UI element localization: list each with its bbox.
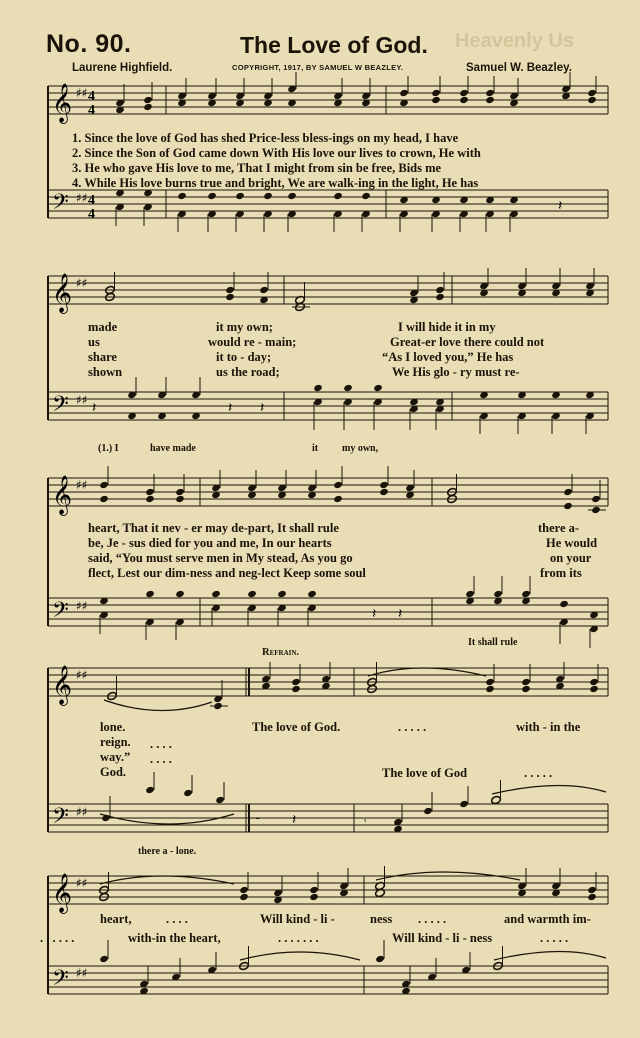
bass-lyric-1: (1.) I bbox=[98, 443, 119, 454]
svg-text:♯♯: ♯♯ bbox=[76, 805, 88, 819]
verse-2-line-3a: be, Je - sus died for you and me, In our hearts bbox=[88, 536, 332, 550]
line5-upper-f: and warmth im- bbox=[504, 912, 591, 926]
verse-3-line-2b: it to - day; bbox=[216, 350, 272, 364]
svg-text:♯♯: ♯♯ bbox=[76, 276, 88, 290]
svg-text:♯♯: ♯♯ bbox=[76, 478, 88, 492]
svg-text:𝄞: 𝄞 bbox=[52, 475, 73, 515]
verse-2-line-4: reign. bbox=[100, 735, 131, 749]
verse-3-line-3b: on your bbox=[550, 551, 592, 565]
line5-upper-c: Will kind - li - bbox=[260, 912, 335, 926]
verse-1-line-1: 1. Since the love of God has shed Price-less bless-ings on my head, I have bbox=[72, 131, 459, 145]
verse-2-line-2b: would re - main; bbox=[208, 335, 297, 349]
verse-2-line-3b: He would bbox=[546, 536, 598, 550]
verse-1-line-2b: it my own; bbox=[216, 320, 273, 334]
verse-3-line-1: 3. He who gave His love to me, That I might from sin be free, Bids me bbox=[72, 161, 442, 175]
verse-2-line-2a: us bbox=[88, 335, 100, 349]
verse-4-line-2c: We His glo - ry must re- bbox=[392, 365, 520, 379]
bass-lyric-3: it bbox=[312, 443, 319, 454]
verse-3-line-3a: said, “You must serve men in My stead, As you go bbox=[88, 551, 353, 565]
svg-text:𝄞: 𝄞 bbox=[52, 83, 73, 123]
verse-3-line-2a: share bbox=[88, 350, 117, 364]
system-2 bbox=[48, 268, 608, 434]
system-4 bbox=[48, 662, 608, 834]
bleed-through-text: Heavenly Us bbox=[455, 30, 574, 52]
line5-lower-d: Will kind - li - ness bbox=[392, 931, 493, 945]
verse-4-line-2b: us the road; bbox=[216, 365, 280, 379]
line5-upper-d: ness bbox=[370, 912, 393, 926]
svg-text:𝄢: 𝄢 bbox=[52, 392, 69, 422]
svg-text:♯♯: ♯♯ bbox=[76, 599, 88, 613]
verse-1-line-3a: heart, That it nev - er may de-part, It shall rule bbox=[88, 521, 339, 535]
verse-4-line-4: God. bbox=[100, 765, 127, 779]
verse-3-line-4: way.” bbox=[100, 750, 131, 764]
verse-1-line-2a: made bbox=[88, 320, 118, 334]
refrain-label: Refrain. bbox=[262, 647, 300, 658]
refrain-soprano-b: . . . . . bbox=[398, 720, 427, 734]
svg-text:𝄽: 𝄽 bbox=[372, 606, 377, 622]
line5-lower-c: . . . . . . . bbox=[278, 931, 319, 945]
refrain-alto-a: The love of God bbox=[382, 766, 468, 780]
svg-text:♯♯: ♯♯ bbox=[76, 191, 88, 205]
verse-4-line-2a: shown bbox=[88, 365, 123, 379]
copyright-notice: COPYRIGHT, 1917, BY SAMUEL W BEAZLEY. bbox=[232, 63, 404, 72]
line5-upper-b: . . . . bbox=[166, 912, 188, 926]
svg-text:𝄽: 𝄽 bbox=[558, 198, 563, 214]
svg-text:𝄽: 𝄽 bbox=[92, 400, 97, 416]
svg-text:4: 4 bbox=[88, 193, 95, 208]
bass-lyric-there-alone: there a - lone. bbox=[138, 846, 197, 857]
continuation-dots-1: . . . . bbox=[150, 737, 172, 751]
svg-text:𝄼: 𝄼 bbox=[256, 815, 260, 825]
svg-text:𝄽: 𝄽 bbox=[398, 606, 403, 622]
svg-text:♯♯: ♯♯ bbox=[76, 668, 88, 682]
author-credit: Laurene Highfield. bbox=[72, 62, 173, 74]
svg-text:𝄽: 𝄽 bbox=[260, 400, 265, 416]
refrain-alto-b: . . . . . bbox=[524, 766, 553, 780]
hymn-title: The Love of God. bbox=[240, 32, 428, 58]
composer-credit: Samuel W. Beazley. bbox=[466, 62, 572, 74]
svg-text:4: 4 bbox=[88, 103, 95, 118]
svg-text:4: 4 bbox=[88, 89, 95, 104]
svg-text:𝄽: 𝄽 bbox=[292, 812, 297, 828]
verse-3-line-2c: “As I loved you,” He has bbox=[382, 350, 514, 364]
hymn-number: No. 90. bbox=[46, 30, 132, 58]
svg-text:𝄞: 𝄞 bbox=[52, 665, 73, 705]
line5-upper-a: heart, bbox=[100, 912, 132, 926]
svg-text:𝄾: 𝄾 bbox=[364, 817, 367, 827]
svg-text:𝄽: 𝄽 bbox=[228, 400, 233, 416]
svg-text:4: 4 bbox=[88, 207, 95, 222]
verse-1-line-4: lone. bbox=[100, 720, 126, 734]
continuation-dots-2: . . . . bbox=[150, 752, 172, 766]
bass-notes bbox=[115, 189, 562, 232]
svg-text:♯♯: ♯♯ bbox=[76, 966, 88, 980]
refrain-soprano-c: with - in the bbox=[516, 720, 581, 734]
svg-text:𝄞: 𝄞 bbox=[52, 873, 73, 913]
bass-lyric-4: my own, bbox=[342, 443, 379, 454]
svg-text:♯♯: ♯♯ bbox=[76, 876, 88, 890]
bass-lyric-it-shall-rule: It shall rule bbox=[468, 637, 518, 648]
svg-text:♯♯: ♯♯ bbox=[76, 86, 88, 100]
svg-text:𝄢: 𝄢 bbox=[52, 966, 69, 996]
svg-text:♯♯: ♯♯ bbox=[76, 393, 88, 407]
bass-lyric-2: have made bbox=[150, 443, 196, 454]
line5-lower-e: . . . . . bbox=[540, 931, 569, 945]
verse-1-line-2c: I will hide it in my bbox=[398, 320, 496, 334]
line5-lower-a: . . . . . . bbox=[40, 931, 75, 945]
svg-text:𝄢: 𝄢 bbox=[52, 190, 69, 220]
line5-lower-b: with-in the heart, bbox=[128, 931, 221, 945]
svg-text:𝄢: 𝄢 bbox=[52, 598, 69, 628]
svg-text:𝄞: 𝄞 bbox=[52, 273, 73, 313]
verse-4-line-3b: from its bbox=[540, 566, 582, 580]
refrain-soprano-a: The love of God. bbox=[252, 720, 341, 734]
verse-2-line-1: 2. Since the Son of God came down With His love our lives to crown, He with bbox=[72, 146, 481, 160]
verse-2-line-2c: Great-er love there could not bbox=[390, 335, 545, 349]
line5-upper-e: . . . . . bbox=[418, 912, 447, 926]
verse-4-line-1: 4. While His love burns true and bright, We are walk-ing in the light, He has bbox=[72, 176, 479, 190]
svg-text:𝄢: 𝄢 bbox=[52, 804, 69, 834]
verse-4-line-3a: flect, Lest our dim-ness and neg-lect Keep some soul bbox=[88, 566, 366, 580]
verse-1-line-3b: there a- bbox=[538, 521, 580, 535]
